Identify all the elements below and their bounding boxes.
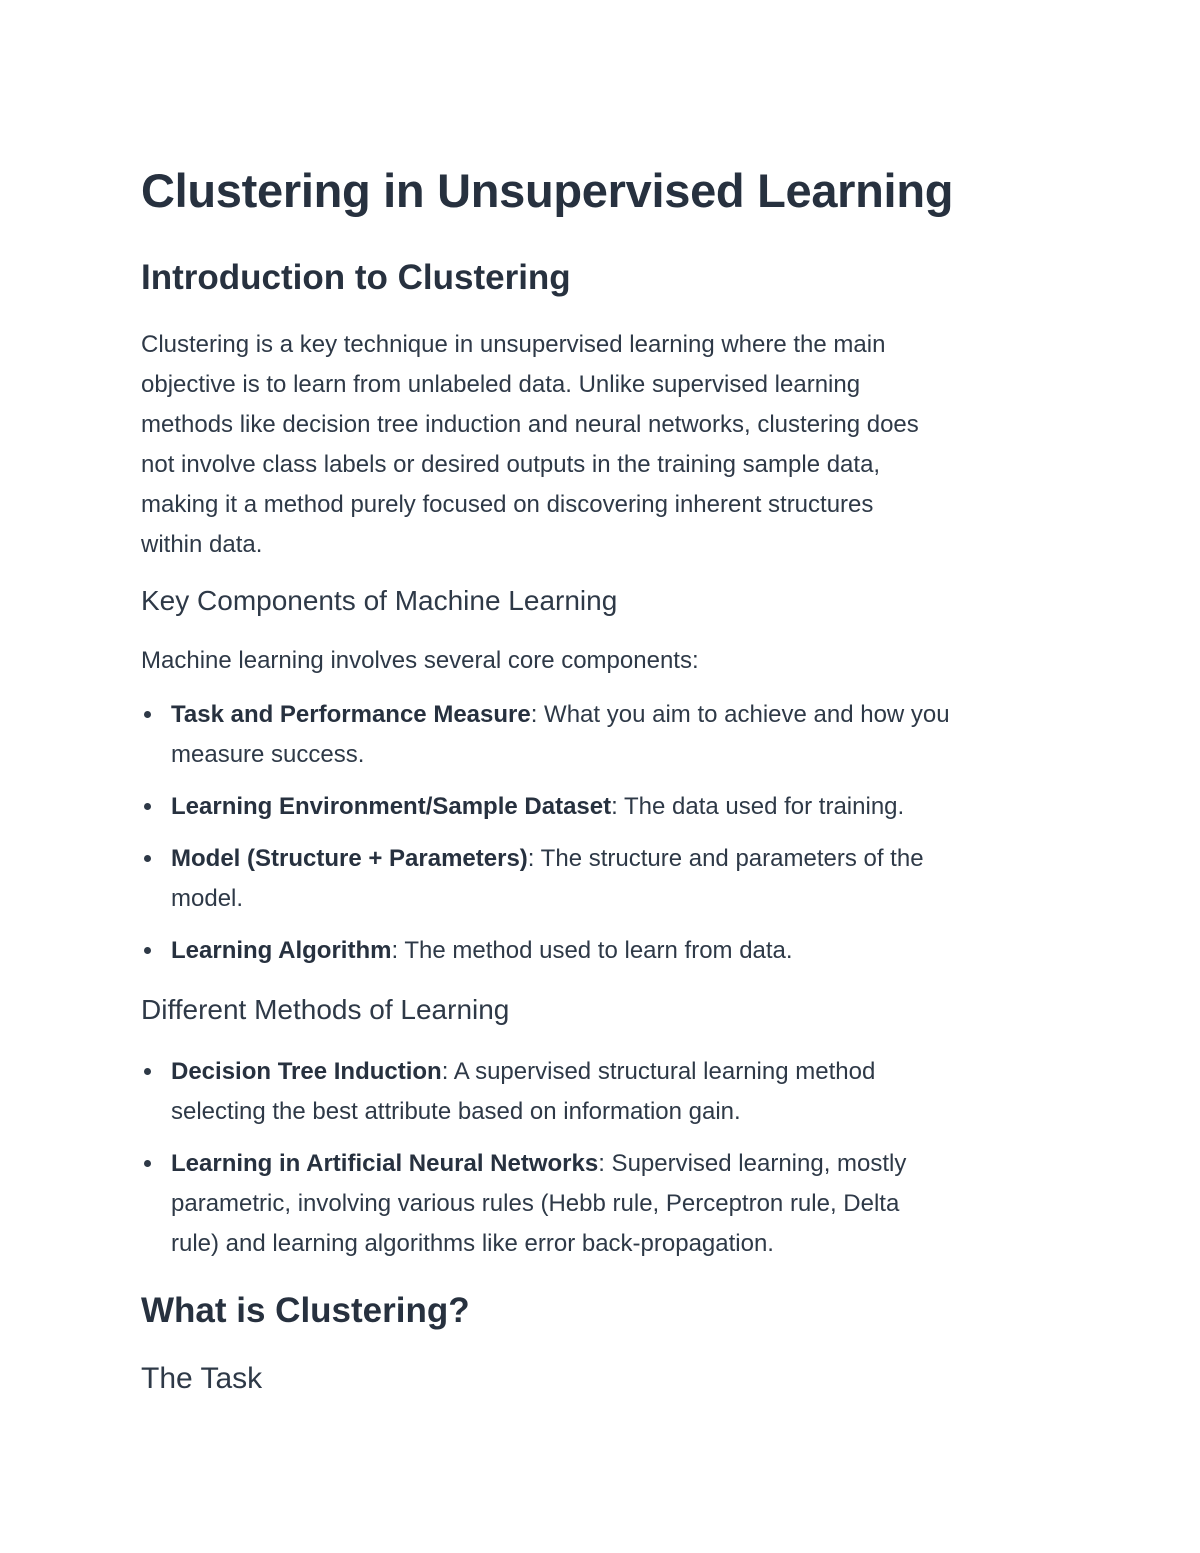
intro-line: Clustering is a key technique in unsupervised learning where the main: [141, 331, 886, 358]
list-item: [141, 787, 950, 827]
list-item: [141, 1052, 906, 1132]
intro-paragraph: [141, 325, 919, 565]
intro-line: making it a method purely focused on discovering inherent structures: [141, 491, 874, 518]
item-text: model.: [171, 885, 244, 912]
bullet-icon: [144, 1160, 151, 1167]
intro-line: objective is to learn from unlabeled data. Unlike supervised learning: [141, 371, 861, 398]
bullet-icon: [144, 1068, 151, 1075]
methods-heading: Different Methods of Learning: [141, 994, 510, 1025]
item-term: Decision Tree Induction: [171, 1058, 442, 1085]
list-item: [141, 1144, 906, 1264]
item-text: parametric, involving various rules (Hebb rule, Perceptron rule, Delta: [171, 1190, 900, 1217]
intro-line: within data.: [141, 531, 263, 558]
components-lead: Machine learning involves several core components:: [141, 647, 699, 674]
item-term: Model (Structure + Parameters): [171, 845, 528, 872]
components-heading: Key Components of Machine Learning: [141, 585, 618, 616]
intro-line: methods like decision tree induction and neural networks, clustering does: [141, 411, 919, 438]
item-term: Learning in Artificial Neural Networks: [171, 1150, 599, 1177]
bullet-icon: [144, 711, 151, 718]
list-item: [141, 931, 950, 971]
list-item: [141, 839, 950, 919]
item-term: Learning Algorithm: [171, 937, 392, 964]
item-text: rule) and learning algorithms like error back-propagation.: [171, 1230, 774, 1257]
bullet-icon: [144, 947, 151, 954]
bullet-icon: [144, 803, 151, 810]
what-is-heading: What is Clustering?: [141, 1291, 470, 1330]
intro-line: not involve class labels or desired outputs in the training sample data,: [141, 451, 881, 478]
list-item: [141, 695, 950, 775]
item-term: Learning Environment/Sample Dataset: [171, 793, 612, 820]
bullet-icon: [144, 855, 151, 862]
components-list: [141, 695, 950, 983]
document-title: Clustering in Unsupervised Learning: [141, 164, 954, 217]
item-text: : The data used for training.: [611, 793, 905, 820]
methods-list: [141, 1052, 906, 1276]
task-subheading: The Task: [141, 1362, 263, 1395]
intro-heading: Introduction to Clustering: [141, 258, 571, 297]
item-text: : Supervised learning, mostly: [598, 1150, 907, 1177]
item-text: selecting the best attribute based on information gain.: [171, 1098, 741, 1125]
item-text: : The structure and parameters of the: [527, 845, 924, 872]
item-text: : The method used to learn from data.: [391, 937, 793, 964]
item-text: : A supervised structural learning method: [441, 1058, 876, 1085]
item-text: measure success.: [171, 741, 365, 768]
item-term: Task and Performance Measure: [171, 701, 531, 728]
item-text: : What you aim to achieve and how you: [530, 701, 950, 728]
